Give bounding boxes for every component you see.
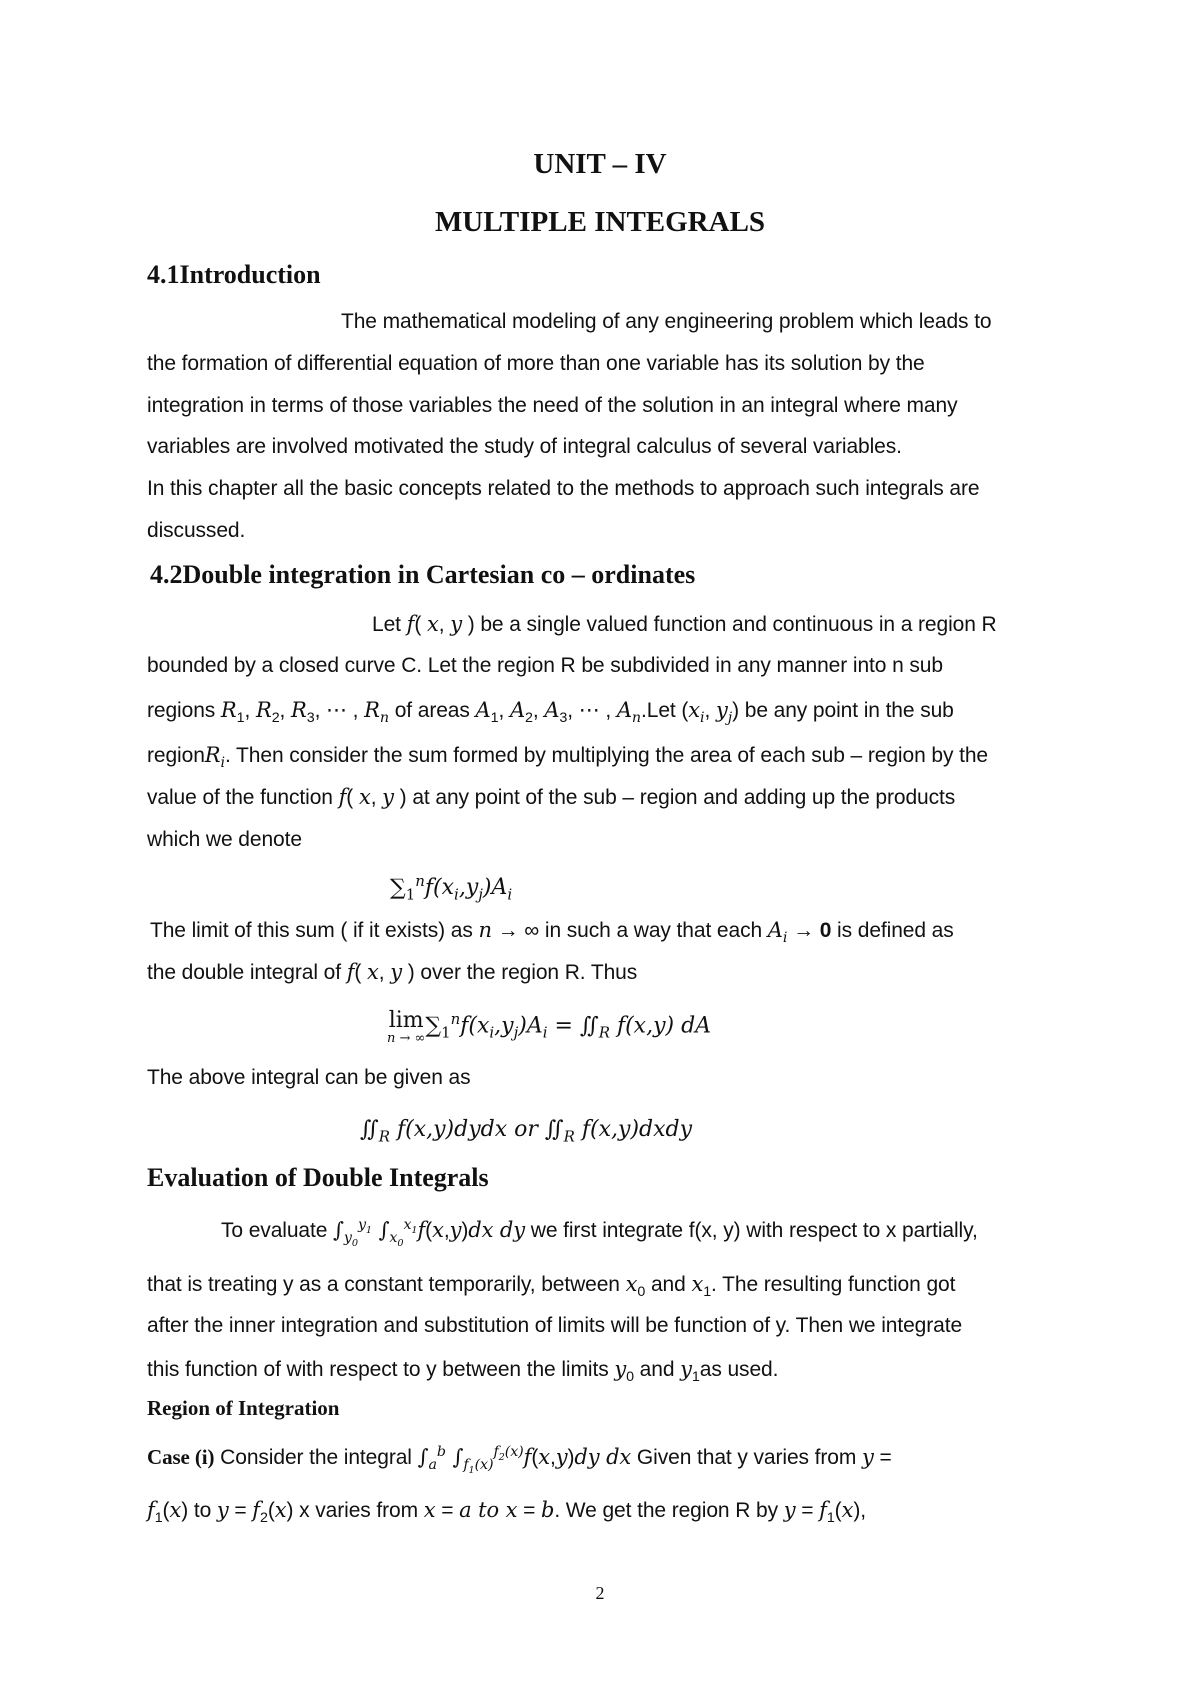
intro-line-3: integration in terms of those variables the need of the solution in an integral where many [147,394,958,417]
s4-line-1: Case (i) Consider the integral $\int_a^b$ $\int_{f_1(x)}^{f_2(x)}f(x,y)dy$ dx Given that y varies from y = [147,1444,892,1477]
double-integral-forms: $∬_R$ f(x,y)dydx or $∬_R$ f(x,y)dxdy [360,1117,693,1146]
s3-line-3: after the inner integration and substitution of limits will be function of y. Then we integrate [147,1314,963,1337]
limit-equation: lim n → ∞ $\sum_1^nf(x_i,y_j)A_i$ = $∬_R$ f(x,y) dA [387,1008,712,1046]
intro-line-1: The mathematical modeling of any engineering problem which leads to [341,310,992,333]
intro-line-6: discussed. [147,519,246,542]
s2-line-9: The above integral can be given as [147,1066,471,1089]
chapter-title: MULTIPLE INTEGRALS [434,206,766,238]
s2-line-2: bounded by a closed curve C. Let the region R be subdivided in any manner into n sub [147,654,943,677]
sum-equation: $\sum_1^nf(x_i,y_j)A_i$ [390,872,513,904]
s3-line-2: that is treating y as a constant temporarily, between $x_0$ and $x_1$. The resulting function got [147,1272,956,1301]
s2-line-4: regionR$_i$. Then consider the sum formed by multiplying the area of each sub – region by the [147,743,988,772]
section-heading-double-integration: 4.2Double integration in Cartesian co – ordinates [150,560,696,589]
s2-line-6: which we denote [147,828,302,851]
section-heading-evaluation: Evaluation of Double Integrals [147,1163,489,1192]
s4-line-2: $f_1(x)$ to $y = f_2(x)$ x varies from x = a to x = b. We get the region R by $y = f_1(x)$, [147,1498,866,1527]
intro-line-2: the formation of differential equation of more than one variable has its solution by the [147,352,925,375]
intro-line-5: In this chapter all the basic concepts related to the methods to approach such integrals are [147,477,980,500]
page-number: 2 [595,1583,605,1603]
section-heading-introduction: 4.1Introduction [147,260,321,289]
unit-title: UNIT – IV [533,148,667,180]
s2-line-3: regions $R_1$, $R_2$, $R_3$, ⋯ , $R_n$ of areas $A_1$, $A_2$, $A_3$, ⋯ , $A_n.Let$ ($x_i$, $y_j$) be any point in the sub [147,698,954,727]
s2-line-5: value of the function f( x, y ) at any point of the sub – region and adding up the products [147,785,956,809]
s2-line-7: The limit of this sum ( if it exists) as n → ∞ in such a way that each $A_i \to 0$ is defined as [150,918,954,947]
s3-line-4: this function of with respect to y between the limits $y_0$ and $y_1as$ used. [147,1357,779,1386]
section-heading-region: Region of Integration [147,1396,340,1420]
s2-line-8: the double integral of f( x, y ) over the region R. Thus [147,960,638,984]
s2-line-1: Let f( x, y ) be a single valued function and continuous in a region R [372,612,997,636]
s3-line-1: To evaluate $\int_{y_0}^{y_1}$ $\int_{x_0}^{x_1}f(x,y)dx$ dy we first integrate f(x, y) with respect to x partially, [221,1217,978,1250]
intro-line-4: variables are involved motivated the study of integral calculus of several variables. [147,435,902,458]
